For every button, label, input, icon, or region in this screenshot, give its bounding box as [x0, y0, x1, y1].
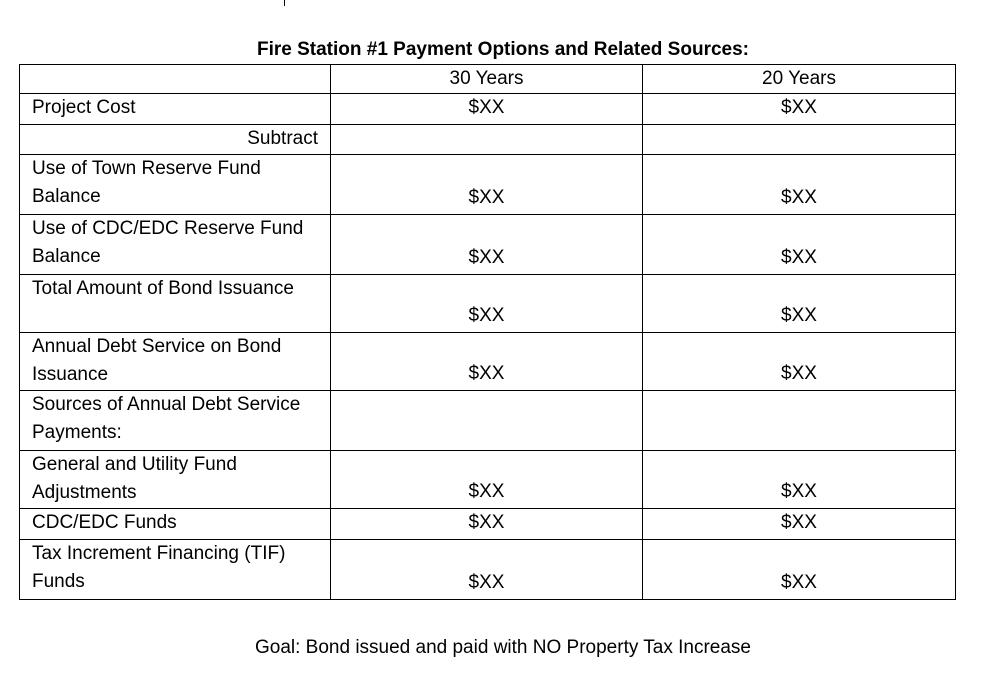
value-30-years: $XX [331, 509, 643, 540]
value-30-years: $XX [331, 94, 643, 125]
row-label-cdc-edc-funds: CDC/EDC Funds [20, 509, 331, 540]
value-20-years [643, 125, 956, 155]
value-20-years: $XX [643, 333, 956, 391]
table-title: Fire Station #1 Payment Options and Related Sources: [256, 39, 749, 60]
row-label-subtract: Subtract [20, 125, 331, 155]
page-mark [284, 0, 285, 6]
value-20-years: $XX [643, 94, 956, 125]
table-row [20, 451, 956, 509]
value-30-years: $XX [331, 333, 643, 391]
row-label-bond-issuance: Total Amount of Bond Issuance [20, 275, 331, 333]
table-row [20, 509, 956, 540]
table-row [20, 391, 956, 451]
row-label-tif-funds: Tax Increment Financing (TIF) Funds [20, 540, 331, 600]
value-20-years: $XX [643, 215, 956, 275]
table-row [20, 275, 956, 333]
row-label-annual-debt-service: Annual Debt Service on Bond Issuance [20, 333, 331, 391]
table-header-row [20, 65, 956, 94]
row-label-sources: Sources of Annual Debt Service Payments: [20, 391, 331, 451]
goal-statement: Goal: Bond issued and paid with NO Property Tax Increase [254, 637, 752, 658]
value-30-years: $XX [331, 540, 643, 600]
table-row [20, 125, 956, 155]
table-row [20, 540, 956, 600]
payment-options-table [19, 64, 956, 600]
value-20-years: $XX [643, 155, 956, 215]
table-row [20, 94, 956, 125]
value-30-years [331, 391, 643, 451]
row-label-cdc-edc-reserve: Use of CDC/EDC Reserve Fund Balance [20, 215, 331, 275]
header-cell-empty [20, 65, 331, 94]
row-label-town-reserve: Use of Town Reserve Fund Balance [20, 155, 331, 215]
value-30-years: $XX [331, 451, 643, 509]
table-row [20, 155, 956, 215]
value-30-years [331, 125, 643, 155]
row-label-project-cost: Project Cost [20, 94, 331, 125]
value-20-years: $XX [643, 275, 956, 333]
value-30-years: $XX [331, 215, 643, 275]
header-20-years: 20 Years [643, 65, 956, 94]
value-20-years: $XX [643, 509, 956, 540]
row-label-general-utility: General and Utility Fund Adjustments [20, 451, 331, 509]
table-row [20, 215, 956, 275]
value-30-years: $XX [331, 275, 643, 333]
value-20-years: $XX [643, 451, 956, 509]
value-20-years [643, 391, 956, 451]
value-20-years: $XX [643, 540, 956, 600]
table-row [20, 333, 956, 391]
value-30-years: $XX [331, 155, 643, 215]
header-30-years: 30 Years [331, 65, 643, 94]
